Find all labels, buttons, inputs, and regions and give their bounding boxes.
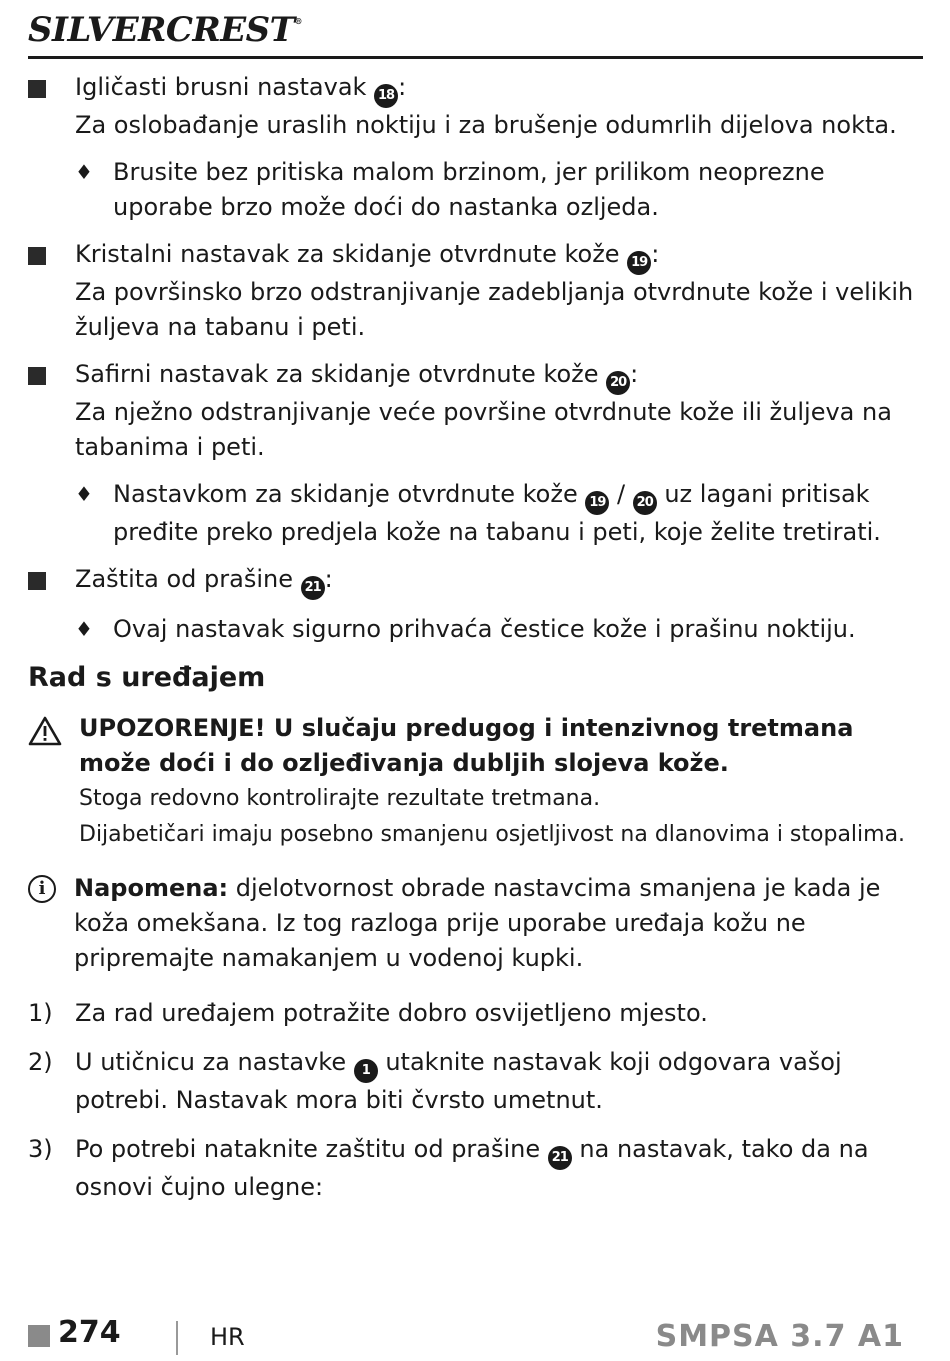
text-span: na nastavak, tako da na osnovi čujno ulegne: (75, 1135, 869, 1201)
feature-item (28, 70, 928, 143)
text-span: Po potrebi nataknite zaštitu od prašine (75, 1135, 548, 1163)
brand-logo: SILVERCREST® (28, 10, 302, 50)
text-span: : (651, 240, 660, 268)
text-span: : (630, 360, 639, 388)
diamond-bullet-icon: ♦ (75, 160, 93, 184)
part-number-badge: 20 (633, 491, 657, 515)
item-description: Za površinsko brzo odstranjivanje zadebljanja otvrdnute kože i velikih žuljeva na tabanu i peti. (75, 278, 914, 341)
item-title (113, 155, 928, 225)
item-title (75, 357, 928, 395)
page-content (28, 70, 928, 1219)
footer-divider (176, 1321, 178, 1355)
step-text (75, 1045, 928, 1118)
step-number: 1) (28, 999, 53, 1027)
warning-title: UPOZORENJE! U slučaju predugog i intenzivnog tretmana može doći i do ozljeđivanja dubljih slojeva kože. (79, 714, 854, 777)
step-text (75, 1132, 928, 1205)
item-title (113, 477, 928, 550)
warning-line-2: Dijabetičari imaju posebno smanjenu osjetljivost na dlanovima i stopalima. (79, 822, 906, 847)
square-bullet-icon (28, 367, 46, 385)
step-item (28, 1132, 928, 1205)
text-span: Za rad uređajem potražite dobro osvijetljeno mjesto. (75, 999, 708, 1027)
item-title (75, 237, 928, 275)
item-title (75, 562, 928, 600)
page-footer (28, 1313, 922, 1361)
text-span: Zaštita od prašine (75, 565, 301, 593)
text-span: : (398, 73, 407, 101)
text-span: / (609, 480, 633, 508)
page-number: 274 (58, 1315, 121, 1350)
feature-item (28, 562, 928, 600)
part-number-badge: 1 (354, 1059, 378, 1083)
part-number-badge: 21 (301, 576, 325, 600)
part-number-badge: 18 (374, 84, 398, 108)
page-header (28, 6, 923, 59)
language-code: HR (210, 1323, 245, 1351)
text-span: Igličasti brusni nastavak (75, 73, 375, 101)
item-description: Za nježno odstranjivanje veće površine otvrdnute kože ili žuljeva na tabanima i peti. (75, 398, 892, 461)
feature-item (28, 237, 928, 345)
part-number-badge: 21 (548, 1146, 572, 1170)
warning-line-1: Stoga redovno kontrolirajte rezultate tretmana. (79, 786, 601, 811)
text-span: Nastavkom za skidanje otvrdnute kože (113, 480, 586, 508)
text-span: uz lagani pritisak pređite preko predjela kože na tabanu i peti, koje želite tretirati. (113, 480, 881, 546)
square-bullet-icon (28, 572, 46, 590)
step-number: 3) (28, 1135, 53, 1163)
text-span: utaknite nastavak koji odgovara vašoj potrebi. Nastavak mora biti čvrsto umetnut. (75, 1048, 842, 1114)
warning-block (28, 711, 928, 853)
feature-list (28, 70, 928, 647)
feature-tip (28, 477, 928, 550)
text-span: Ovaj nastavak sigurno prihvaća čestice kože i prašinu noktiju. (113, 615, 856, 643)
part-number-badge: 19 (585, 491, 609, 515)
step-text (75, 996, 928, 1031)
note-label: Napomena: (74, 874, 229, 902)
text-span: Safirni nastavak za skidanje otvrdnute kože (75, 360, 607, 388)
item-title (113, 612, 928, 647)
steps-list (28, 996, 928, 1205)
text-span: U utičnicu za nastavke (75, 1048, 354, 1076)
square-bullet-icon (28, 80, 46, 98)
text-span: Brusite bez pritiska malom brzinom, jer prilikom neoprezne uporabe brzo može doći do nastanka ozljeda. (113, 158, 825, 221)
text-span: Kristalni nastavak za skidanje otvrdnute kože (75, 240, 628, 268)
note-text: djelotvornost obrade nastavcima smanjena je kada je koža omekšana. Iz tog razloga prije uporabe uređaja kožu ne pripremajte namakanjem u vodenoj kupki. (74, 874, 881, 972)
item-title (75, 70, 928, 108)
part-number-badge: 19 (627, 251, 651, 275)
square-bullet-icon (28, 247, 46, 265)
feature-tip (28, 612, 928, 647)
diamond-bullet-icon: ♦ (75, 617, 93, 641)
feature-tip (28, 155, 928, 225)
footer-square-icon (28, 1325, 50, 1347)
part-number-badge: 20 (606, 371, 630, 395)
info-icon: i (28, 875, 56, 903)
step-number: 2) (28, 1048, 53, 1076)
model-number: SMPSA 3.7 A1 (655, 1319, 904, 1354)
section-title: Rad s uređajem (28, 662, 266, 693)
feature-item (28, 357, 928, 465)
note-block (28, 871, 928, 976)
warning-triangle-icon (28, 715, 62, 747)
step-item (28, 1045, 928, 1118)
text-span: : (324, 565, 333, 593)
diamond-bullet-icon: ♦ (75, 482, 93, 506)
item-description: Za oslobađanje uraslih noktiju i za brušenje odumrlih dijelova nokta. (75, 111, 897, 139)
step-item (28, 996, 928, 1031)
